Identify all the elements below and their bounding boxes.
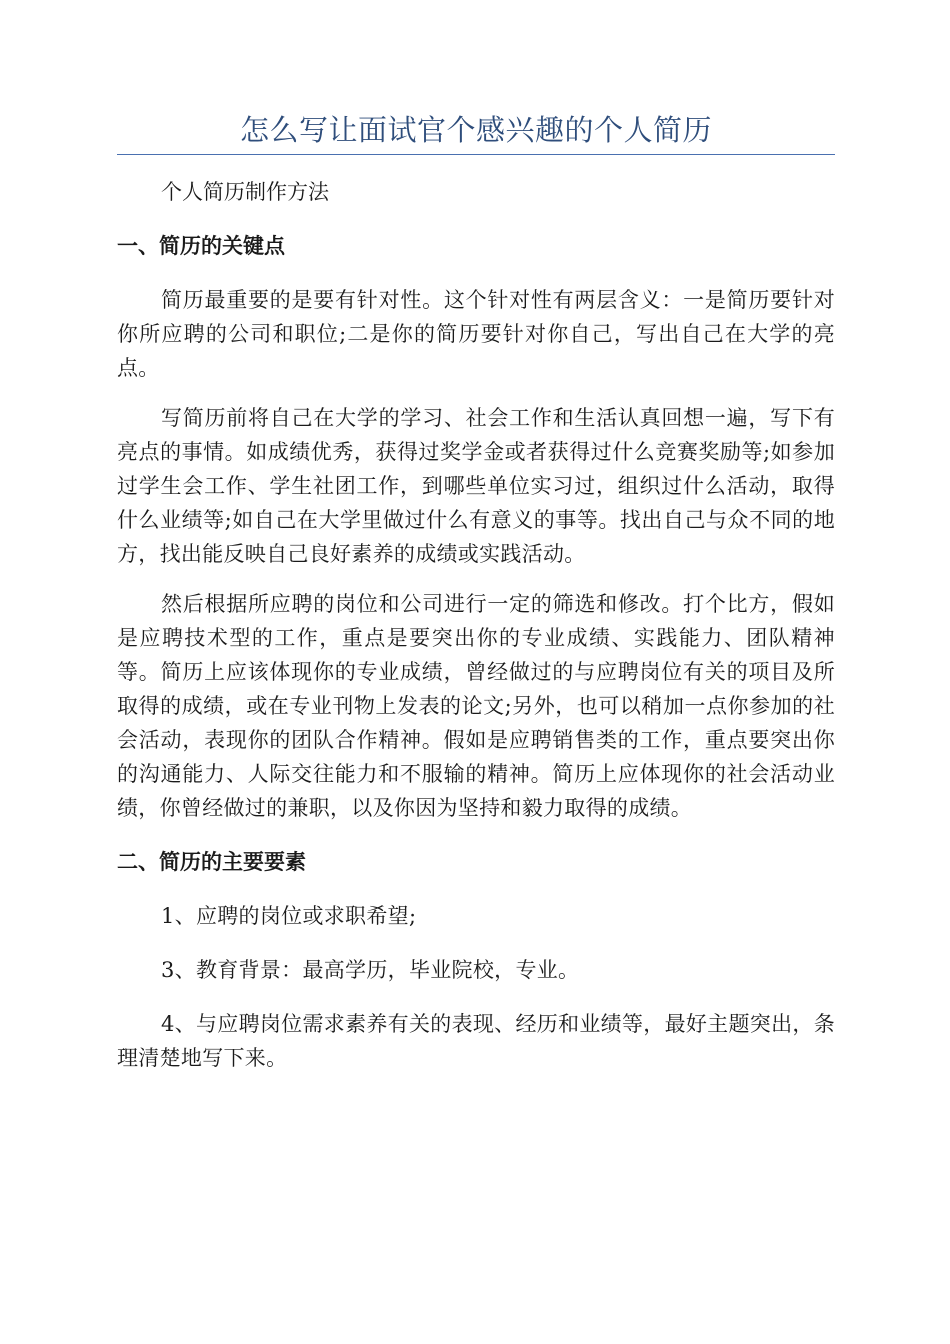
section-heading-key-points: 一、简历的关键点	[117, 233, 285, 258]
section-heading-main-elements: 二、简历的主要要素	[117, 849, 306, 874]
paragraph: 简历最重要的是要有针对性。这个针对性有两层含义：一是简历要针对你所应聘的公司和职位;二是你的简历要针对你自己，写出自己在大学的亮点。	[117, 288, 835, 380]
list-item: 1、应聘的岗位或求职希望;	[161, 904, 417, 928]
document-title: 怎么写让面试官个感兴趣的个人简历	[117, 108, 835, 155]
document-subtitle: 个人简历制作方法	[161, 180, 329, 204]
paragraph: 写简历前将自己在大学的学习、社会工作和生活认真回想一遍，写下有亮点的事情。如成绩优秀，获得过奖学金或者获得过什么竞赛奖励等;如参加过学生会工作、学生社团工作，到哪些单位实习过，组织过什么活动，取得什么业绩等;如自己在大学里做过什么有意义的事等。找出自己与众不同的地方，找出能反映自己良好素养的成绩或实践活动。	[117, 406, 835, 566]
paragraph: 然后根据所应聘的岗位和公司进行一定的筛选和修改。打个比方，假如是应聘技术型的工作，重点是要突出你的专业成绩、实践能力、团队精神等。简历上应该体现你的专业成绩，曾经做过的与应聘岗位有关的项目及所取得的成绩，或在专业刊物上发表的论文;另外，也可以稍加一点你参加的社会活动，表现你的团队合作精神。假如是应聘销售类的工作，重点要突出你的沟通能力、人际交往能力和不服输的精神。简历上应体现你的社会活动业绩，你曾经做过的兼职，以及你因为坚持和毅力取得的成绩。	[117, 592, 835, 820]
document-page	[117, 108, 835, 1091]
list-item: 3、教育背景：最高学历，毕业院校，专业。	[161, 958, 580, 982]
list-item: 4、与应聘岗位需求素养有关的表现、经历和业绩等，最好主题突出，条理清楚地写下来。	[117, 1012, 835, 1070]
